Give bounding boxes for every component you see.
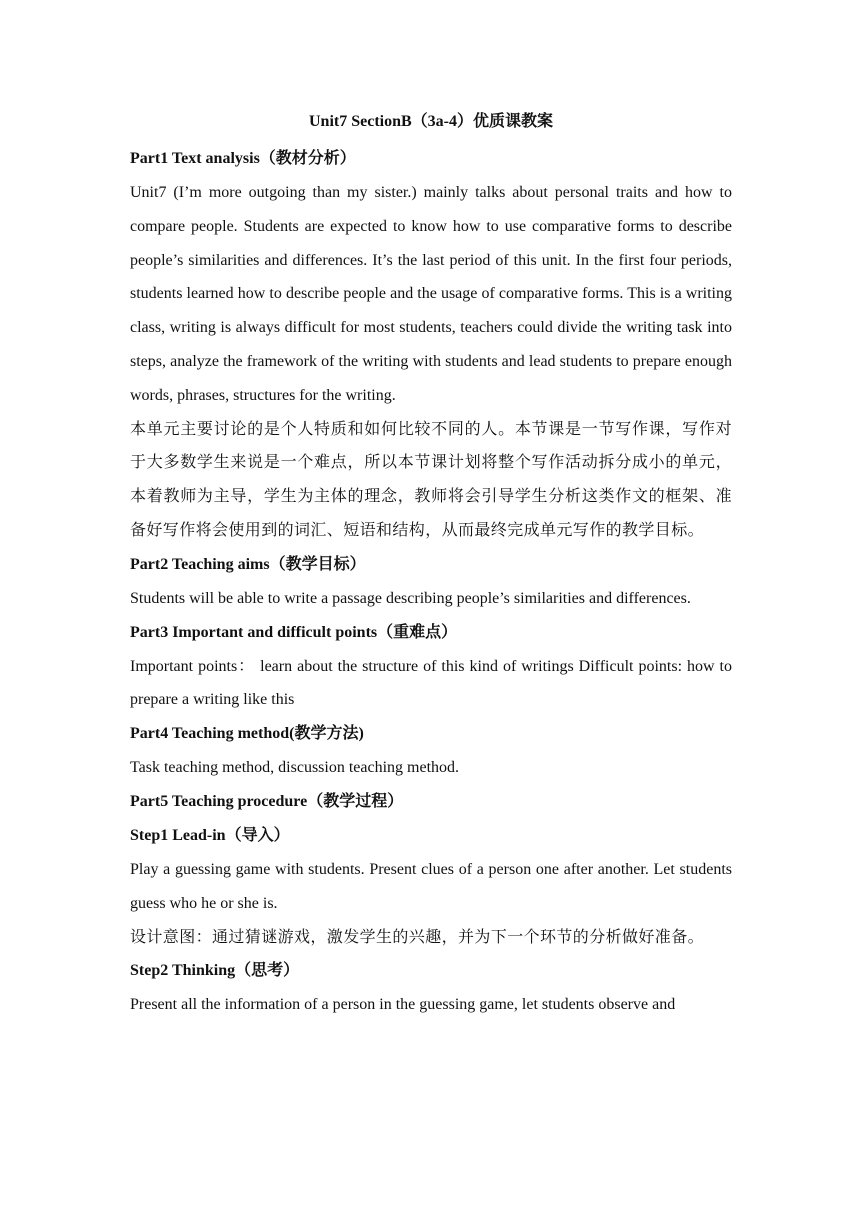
document-title: Unit7 SectionB（3a-4）优质课教案 <box>308 113 553 130</box>
paragraph-text-analysis-en: Unit7 (I’m more outgoing than my sister.) mainly talks about personal traits and how to compare people. Students are expected to know how to use comparative forms to describe people’s similarities and differences. It’s the last period of this unit. In the first four periods, students learned how to describe people and the usage of comparative forms. This is a writing class, writing is always difficult for most students, teachers could divide the writing task into steps, analyze the framework of the writing with students and lead students to prepare enough words, phrases, structures for the writing. <box>130 184 732 404</box>
document-page <box>130 108 732 1022</box>
paragraph-step1-cn: 设计意图：通过猜谜游戏，激发学生的兴趣，并为下一个环节的分析做好准备。 <box>130 928 705 946</box>
paragraph-step1-en: Play a guessing game with students. Present clues of a person one after another. Let students guess who he or she is. <box>130 860 732 912</box>
section-heading-step2-thinking: Step2 Thinking（思考） <box>130 962 300 980</box>
paragraph-text-analysis-cn: 本单元主要讨论的是个人特质和如何比较不同的人。本节课是一节写作课，写作对于大多数学生来说是一个难点，所以本节课计划将整个写作活动拆分成小的单元，本着教师为主导，学生为主体的理念，教师将会引导学生分析这类作文的框架、准备好写作将会使用到的词汇、短语和结构，从而最终完成单元写作的教学目标。 <box>130 420 732 539</box>
paragraph-teaching-method: Task teaching method, discussion teaching method. <box>130 759 460 777</box>
paragraph-teaching-aims: Students will be able to write a passage describing people’s similarities and differences. <box>130 589 691 607</box>
section-heading-step1-lead-in: Step1 Lead-in（导入） <box>130 826 290 844</box>
paragraph-step2-en: Present all the information of a person in the guessing game, let students observe and <box>130 996 676 1014</box>
section-heading-text-analysis: Part1 Text analysis（教材分析） <box>130 150 356 167</box>
section-heading-teaching-method: Part4 Teaching method(教学方法) <box>130 725 364 743</box>
paragraph-important-points: Important points： learn about the structure of this kind of writings Difficult points: how to prepare a writing like this <box>130 657 732 709</box>
section-heading-teaching-aims: Part2 Teaching aims（教学目标） <box>130 555 366 573</box>
section-heading-teaching-procedure: Part5 Teaching procedure（教学过程） <box>130 792 404 810</box>
section-heading-important-points: Part3 Important and difficult points（重难点） <box>130 623 458 641</box>
